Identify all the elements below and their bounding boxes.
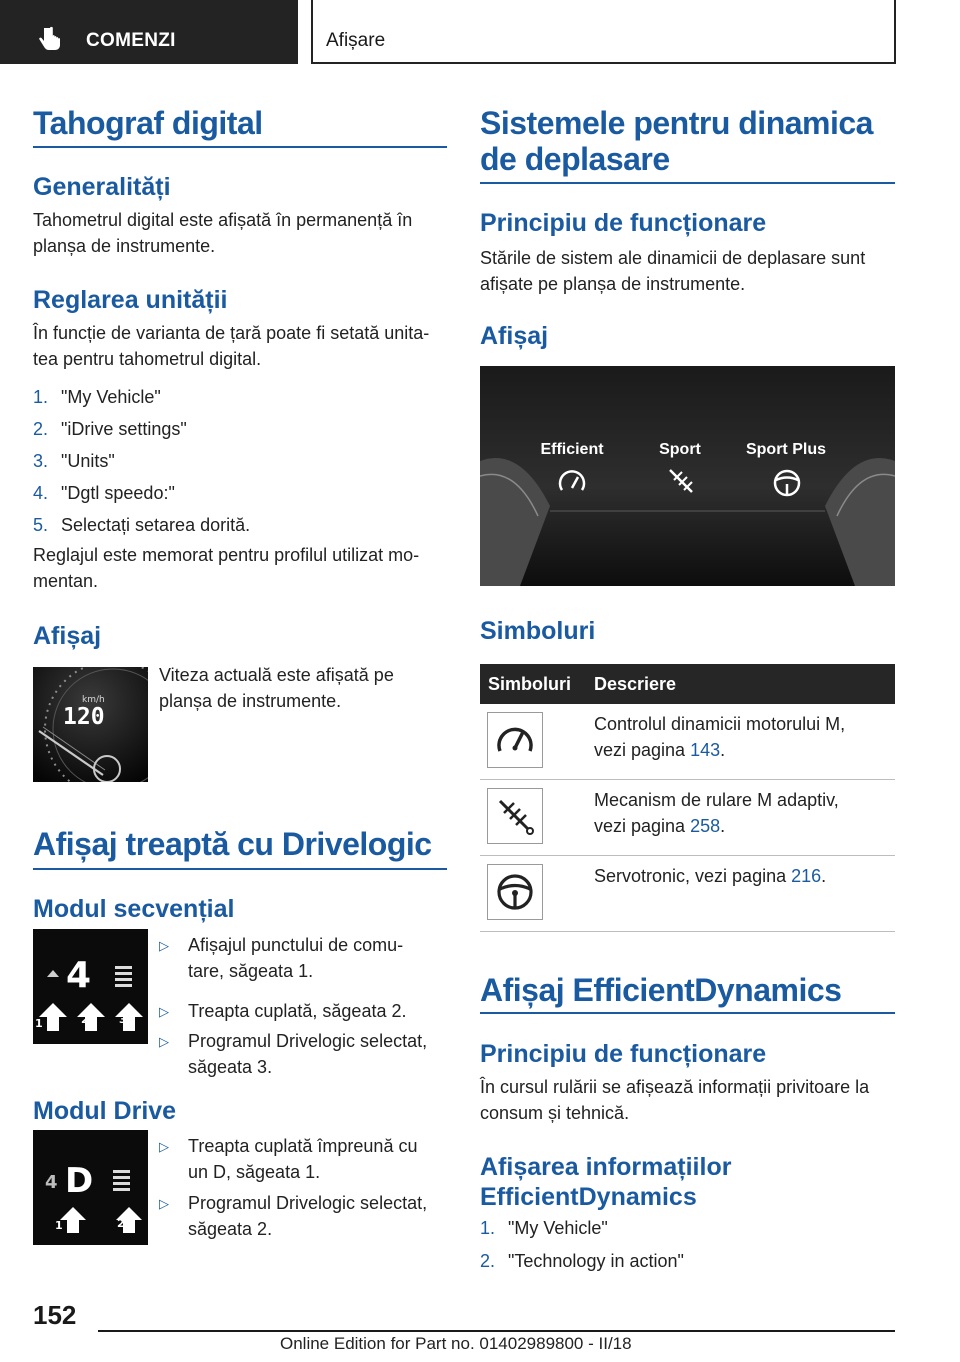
- heading-rule: [480, 1012, 895, 1014]
- paragraph-memorat: Reglajul este memorat pentru profilul utilizat mo‐ mentan.: [33, 545, 420, 591]
- sequential-gear-graphic: [33, 929, 148, 1044]
- table-row: [480, 856, 895, 932]
- heading-efficient: Afișaj EfficientDynamics: [480, 972, 842, 1008]
- row-description: Mecanism de rulare M adaptiv, vezi pagina 258.: [594, 790, 839, 836]
- bullet-triangle-icon: ▷: [159, 1139, 169, 1154]
- drive-modes-cluster-image: [480, 366, 895, 586]
- list-item: 1. "My Vehicle": [480, 1218, 608, 1238]
- steering-wheel-icon: [487, 864, 543, 920]
- chapter-label: COMENZI: [86, 30, 176, 51]
- list-item: ▷ Afișajul punctului de comu‐ tare, săgeata 1.: [159, 935, 404, 981]
- paragraph-reglarea: În funcție de varianta de țară poate fi setată unita‐ tea pentru tahometrul digital.: [33, 323, 430, 369]
- topic-label: Afișare: [326, 30, 386, 51]
- list-item: 3. "Units": [33, 451, 115, 471]
- hand-pointer-icon: [38, 26, 64, 52]
- topic-tab: [311, 0, 896, 64]
- heading-sisteme: Sistemele pentru dinamica de deplasare: [480, 105, 873, 177]
- svg-text:1: 1: [55, 1219, 63, 1232]
- speedometer-graphic: [33, 667, 148, 782]
- mode-label: Efficient: [540, 441, 604, 458]
- heading-afisaj-right: Afișaj: [480, 322, 549, 350]
- page-number: 152: [33, 1300, 77, 1330]
- bullet-triangle-icon: ▷: [159, 938, 169, 953]
- table-row: [480, 780, 895, 856]
- svg-text:1: 1: [35, 1017, 43, 1030]
- drive-mode-graphic: [33, 1130, 148, 1245]
- steps-list: [33, 385, 250, 545]
- sequential-bullets: [159, 933, 449, 1089]
- heading-secvential: Modul secvențial: [33, 895, 235, 923]
- heading-drive: Modul Drive: [33, 1097, 177, 1125]
- heading-rule: [33, 146, 447, 148]
- page-link[interactable]: 258: [690, 815, 721, 836]
- svg-text:4: 4: [45, 1172, 58, 1193]
- heading-simboluri: Simboluri: [480, 617, 596, 645]
- heading-tahograf: Tahograf digital: [33, 105, 263, 141]
- heading-rule: [33, 868, 447, 870]
- drive-mode-image: [33, 1130, 148, 1245]
- chapter-tab[interactable]: [0, 0, 298, 64]
- heading-rule: [480, 182, 895, 184]
- svg-text:2: 2: [81, 1013, 89, 1026]
- footer-edition: Online Edition for Part no. 01402989800 - II/18: [280, 1334, 632, 1353]
- table-header: [480, 664, 895, 704]
- list-item: ▷ Programul Drivelogic selectat, săgeata 3.: [159, 1031, 428, 1077]
- speedometer-image: [33, 667, 148, 782]
- gear-number: 4: [66, 955, 92, 996]
- svg-text:3: 3: [119, 1013, 127, 1026]
- steps-list-right: [480, 1216, 684, 1282]
- heading-reglarea: Reglarea unității: [33, 286, 228, 314]
- paragraph-generalitati: Tahometrul digital este afișată în permanență în planșa de instrumente.: [33, 210, 413, 256]
- svg-text:2: 2: [117, 1217, 125, 1230]
- footer-rule: [98, 1330, 895, 1332]
- table-row: [480, 704, 895, 780]
- list-item: 5. Selectați setarea dorită.: [33, 515, 251, 535]
- list-item: 2. "Technology in action": [480, 1251, 684, 1271]
- svg-text:D: D: [65, 1161, 94, 1201]
- bullet-triangle-icon: ▷: [159, 1034, 169, 1049]
- row-description: Servotronic, vezi pagina 216.: [594, 866, 827, 886]
- heading-afisaj-left: Afișaj: [33, 622, 102, 650]
- mode-label: Sport Plus: [745, 441, 827, 458]
- bullet-triangle-icon: ▷: [159, 1196, 169, 1211]
- list-item: 1. "My Vehicle": [33, 387, 161, 407]
- list-item: ▷ Programul Drivelogic selectat, săgeata 2.: [159, 1193, 428, 1239]
- heading-generalitati: Generalități: [33, 173, 171, 201]
- list-item: ▷ Treapta cuplată, săgeata 2.: [159, 999, 449, 1029]
- paragraph-viteza: Viteza actuală este afișată pe planșa de instrumente.: [159, 665, 394, 711]
- heading-afisarea: Afișarea informațiilor EfficientDynamics: [480, 1153, 732, 1211]
- heading-principiu: Principiu de funcționare: [480, 209, 767, 237]
- symbols-table: [480, 664, 895, 932]
- page-link[interactable]: 143: [690, 739, 721, 760]
- list-item: 4. "Dgtl speedo:": [33, 483, 175, 503]
- drive-bullets: [159, 1134, 449, 1251]
- speedometer-icon: [487, 712, 543, 768]
- mode-label: Sport: [659, 441, 701, 458]
- list-item: 2. "iDrive settings": [33, 419, 187, 439]
- speed-value: 120: [63, 704, 105, 730]
- sequential-gear-image: [33, 929, 148, 1044]
- row-description: Controlul dinamicii motorului M, vezi pagina 143.: [594, 714, 846, 760]
- paragraph-principiu2: În cursul rulării se afișează informații privitoare la consum și tehnică.: [480, 1077, 870, 1123]
- heading-principiu2: Principiu de funcționare: [480, 1040, 767, 1068]
- heading-drivelogic: Afișaj treaptă cu Drivelogic: [33, 826, 432, 862]
- list-item: ▷ Treapta cuplată împreună cu un D, săgeata 1.: [159, 1136, 418, 1182]
- bullet-triangle-icon: ▷: [159, 1004, 169, 1019]
- speed-unit: km/h: [82, 695, 105, 705]
- cluster-graphic: [480, 366, 895, 586]
- paragraph-principiu: Stările de sistem ale dinamicii de deplasare sunt afișate pe planșa de instrumente.: [480, 248, 866, 294]
- column-header: Descriere: [594, 674, 677, 694]
- page-link[interactable]: 216: [791, 866, 822, 886]
- shock-absorber-icon: [487, 788, 543, 844]
- column-header: Simboluri: [488, 674, 572, 694]
